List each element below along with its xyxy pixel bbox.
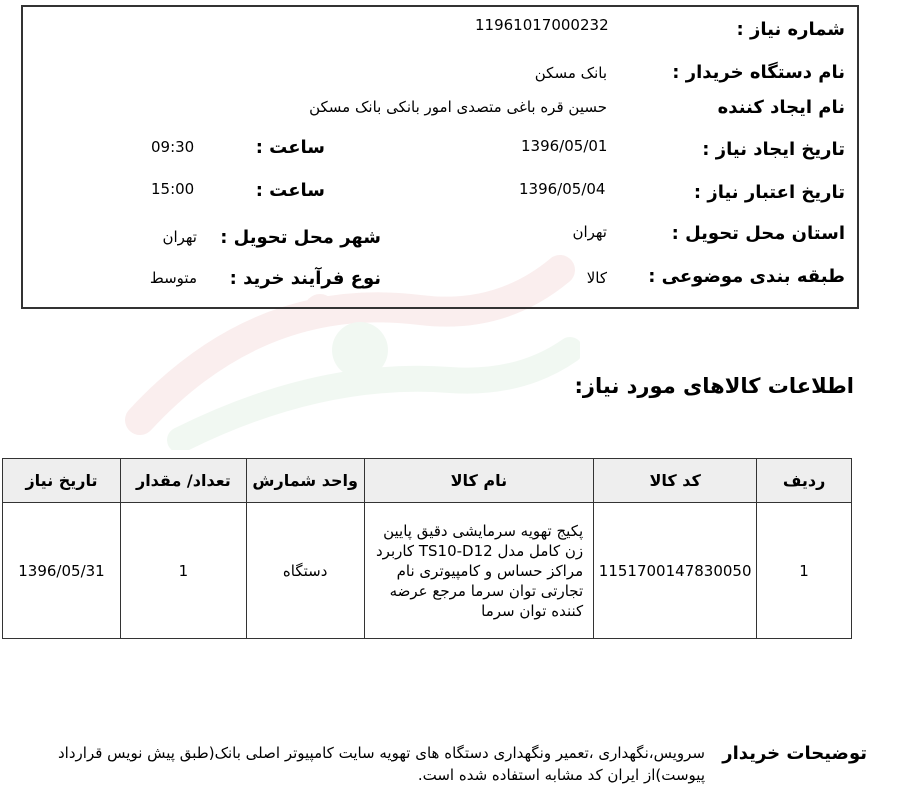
valid-time-value: 15:00: [151, 180, 195, 198]
created-time-label: ساعت :: [255, 137, 325, 158]
category-value: کالا: [586, 269, 607, 287]
purchase-process-value: متوسط: [149, 269, 197, 287]
buyer-notes-text: سرویس،نگهداری ،تعمیر ونگهداری دستگاه های تهویه سایت کامپیوتر اصلی بانک(طبق پیش نویس قرارداد پیوست)از ایران کد مشابه استفاده شده است.: [58, 744, 705, 784]
buyer-org-label: نام دستگاه خریدار :: [672, 62, 845, 83]
valid-date-value: 1396/05/04: [519, 180, 606, 198]
goods-name-cell: پکیج تهویه سرمایشی دقیق پایین زن کامل مدل TS10-D12 کاربرد مراکز حساس و کامپیوتری نام تجارتی توان سرما مرجع عرضه کننده توان سرما: [364, 503, 594, 639]
purchase-process-label: نوع فرآیند خرید :: [229, 268, 381, 289]
delivery-province-value: تهران: [572, 223, 607, 241]
creator-label: نام ایجاد کننده: [717, 97, 845, 118]
created-date-label: تاریخ ایجاد نیاز :: [702, 139, 845, 160]
goods-table-header: [3, 459, 852, 503]
created-time-value: 09:30: [151, 138, 195, 156]
col-row-header: ردیف: [757, 459, 852, 503]
col-code-header: کد کالا: [594, 459, 757, 503]
buyer-org-value: بانک مسکن: [534, 64, 607, 82]
row-number-cell: 1: [757, 503, 852, 639]
col-name-header: نام کالا: [364, 459, 594, 503]
need-number-value: 11961017000232: [475, 16, 609, 34]
goods-code-cell: 1151700147830050: [594, 503, 757, 639]
delivery-city-value: تهران: [162, 228, 197, 246]
need-info-box: [21, 5, 859, 309]
category-label: طبقه بندی موضوعی :: [648, 266, 845, 287]
need-date-cell: 1396/05/31: [3, 503, 121, 639]
valid-date-label: تاریخ اعتبار نیاز :: [693, 182, 845, 203]
col-unit-header: واحد شمارش: [246, 459, 364, 503]
created-date-value: 1396/05/01: [521, 137, 608, 155]
delivery-province-label: استان محل تحویل :: [671, 223, 845, 244]
unit-cell: دستگاه: [246, 503, 364, 639]
buyer-notes-label: توضیحات خریدار: [722, 743, 867, 764]
col-date-header: تاریخ نیاز: [3, 459, 121, 503]
goods-table: [2, 458, 852, 639]
need-number-label: شماره نیاز :: [736, 19, 845, 40]
quantity-cell: 1: [120, 503, 246, 639]
valid-time-label: ساعت :: [255, 180, 325, 201]
goods-section-title: اطلاعات کالاهای مورد نیاز:: [574, 374, 854, 398]
delivery-city-label: شهر محل تحویل :: [220, 227, 381, 248]
table-row: [3, 503, 852, 639]
creator-value: حسین قره باغی متصدی امور بانکی بانک مسکن: [309, 98, 607, 116]
col-qty-header: تعداد/ مقدار: [120, 459, 246, 503]
